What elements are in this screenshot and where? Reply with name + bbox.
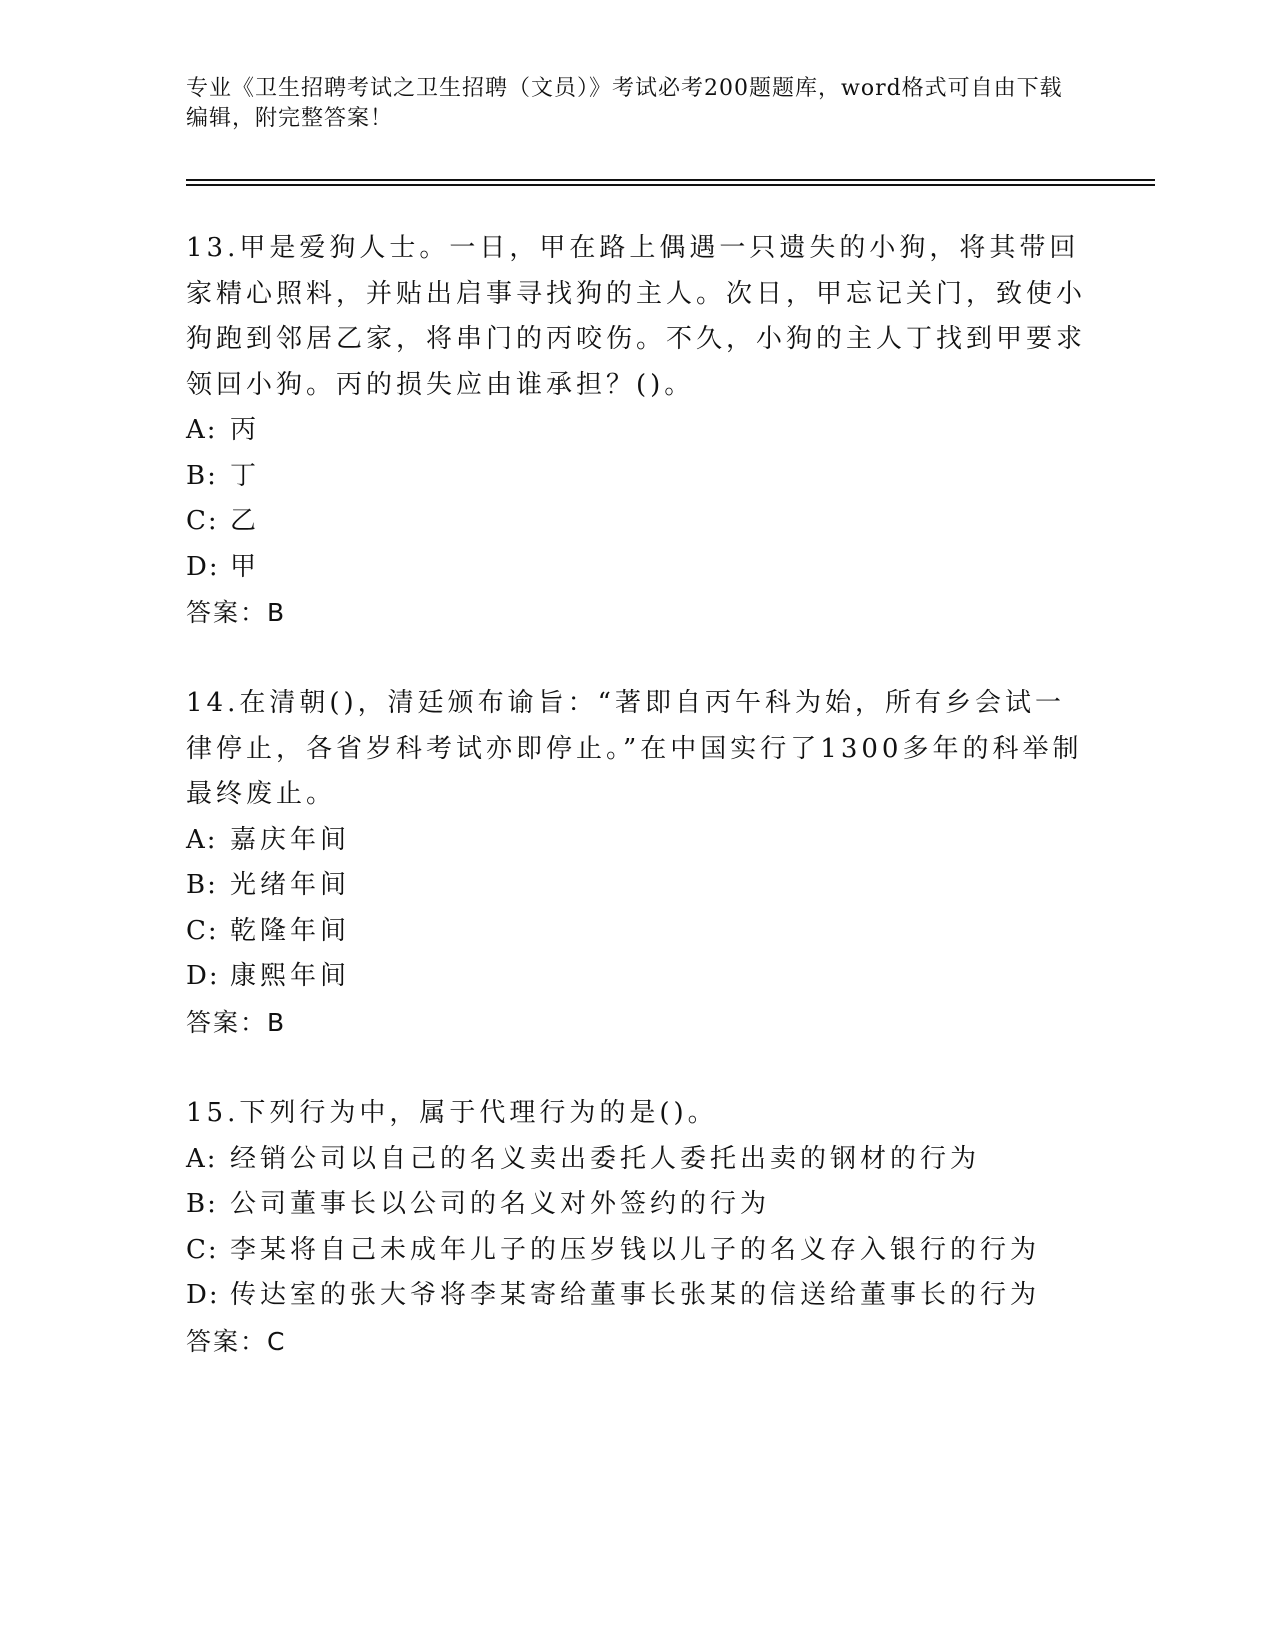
question-13	[186, 226, 1086, 636]
option-letter: B:	[186, 1189, 218, 1219]
option-d	[186, 545, 1086, 591]
option-a	[186, 818, 1086, 864]
answer-line: 答案：C	[186, 1326, 287, 1356]
answer-line: 答案：B	[186, 1007, 287, 1037]
option-letter: C:	[186, 915, 219, 946]
option-c	[186, 1228, 1086, 1274]
question-text: 在清朝()，清廷颁布谕旨：“著即自丙午科为始，所有乡会试一律停止，各省岁科考试亦即停止。”在中国实行了1300多年的科举制最终废止。	[186, 688, 1083, 809]
option-text: 光绪年间	[230, 870, 351, 900]
question-15	[186, 1091, 1086, 1364]
option-text: 李某将自己未成年儿子的压岁钱以儿子的名义存入银行的行为	[230, 1234, 1041, 1265]
question-stem	[186, 681, 1086, 818]
question-stem	[186, 1091, 1086, 1137]
option-text: 乙	[230, 506, 261, 536]
option-a	[186, 1137, 1086, 1183]
header-text: 专业《卫生招聘考试之卫生招聘（文员）》考试必考200题题库，word格式可自由下载编辑，附完整答案！	[186, 76, 1063, 131]
option-text: 丁	[230, 460, 261, 491]
option-b	[186, 1182, 1086, 1228]
document-header	[186, 74, 1076, 134]
option-d	[186, 1273, 1086, 1319]
question-number: 13.	[186, 233, 240, 263]
option-letter: A:	[186, 1143, 218, 1174]
option-text: 嘉庆年间	[230, 824, 351, 855]
question-text: 甲是爱狗人士。一日，甲在路上偶遇一只遗失的小狗，将其带回家精心照料，并贴出启事寻找狗的主人。次日，甲忘记关门，致使小狗跑到邻居乙家，将串门的丙咬伤。不久，小狗的主人丁找到甲要求领回小狗。丙的损失应由谁承担？()。	[186, 233, 1087, 400]
option-letter: D:	[186, 961, 220, 991]
option-letter: A:	[186, 824, 218, 855]
option-text: 乾隆年间	[230, 915, 351, 946]
option-text: 经销公司以自己的名义卖出委托人委托出卖的钢材的行为	[230, 1143, 981, 1174]
question-number: 14.	[186, 688, 240, 718]
option-text: 丙	[230, 415, 261, 445]
header-double-rule	[186, 179, 1155, 186]
option-letter: D:	[186, 551, 220, 582]
option-b	[186, 863, 1086, 909]
option-letter: A:	[186, 415, 218, 445]
option-d	[186, 954, 1086, 1000]
option-a	[186, 408, 1086, 454]
question-number: 15.	[186, 1098, 240, 1128]
option-letter: B:	[186, 460, 218, 491]
option-letter: D:	[186, 1280, 220, 1310]
question-14	[186, 681, 1086, 1045]
header-rule-bottom	[186, 184, 1155, 186]
header-rule-top	[186, 179, 1155, 181]
question-text: 下列行为中，属于代理行为的是()。	[239, 1098, 718, 1128]
option-letter: B:	[186, 870, 218, 900]
option-text: 甲	[230, 551, 261, 582]
question-stem	[186, 226, 1086, 408]
option-c	[186, 499, 1086, 545]
option-c	[186, 909, 1086, 955]
option-text: 传达室的张大爷将李某寄给董事长张某的信送给董事长的行为	[230, 1280, 1041, 1310]
option-text: 康熙年间	[230, 961, 351, 991]
option-letter: C:	[186, 506, 219, 536]
option-b	[186, 454, 1086, 500]
option-letter: C:	[186, 1234, 219, 1265]
answer-line: 答案：B	[186, 598, 287, 627]
option-text: 公司董事长以公司的名义对外签约的行为	[230, 1189, 771, 1219]
